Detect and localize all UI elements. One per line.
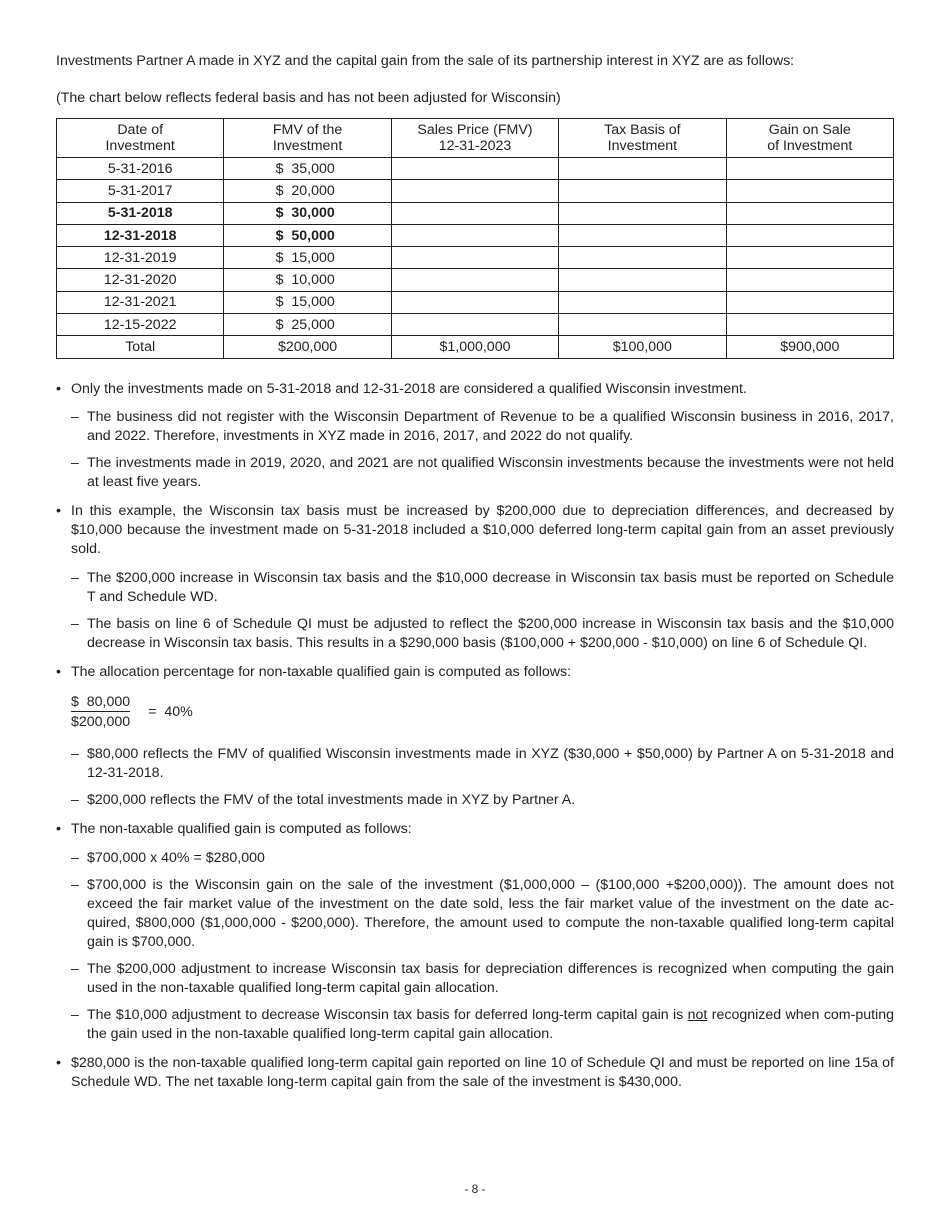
cell-tax-basis xyxy=(559,158,726,180)
sub-bullet-schedule-t: – The $200,000 increase in Wisconsin tax basis and the $10,000 decrease in Wisconsin tax basis must be reported on Schedule T and Schedule WD. xyxy=(56,569,894,607)
sub-bullet-deferred-gain: – The $10,000 adjustment to decrease Wisconsin tax basis for deferred long-term capital gain is not recognized when com-puting the gain used in the non-taxable qualified long-term capital gain allocation. xyxy=(56,1006,894,1044)
table-row xyxy=(57,291,894,313)
table-row xyxy=(57,269,894,291)
cell-sales-price xyxy=(391,269,558,291)
cell-fmv: $ 50,000 xyxy=(224,224,391,246)
bullet-reported-gain: • $280,000 is the non-taxable qualified long-term capital gain reported on line 10 of Schedule QI and must be reported on line 15a of Schedule WD. The net taxable long-term capital gain from the sale of the investment is $430,000. xyxy=(56,1054,894,1092)
page-number: - 8 - xyxy=(464,1182,486,1196)
total-sales-price: $1,000,000 xyxy=(391,336,558,359)
cell-fmv: $ 25,000 xyxy=(224,314,391,336)
cell-fmv: $ 20,000 xyxy=(224,180,391,202)
fraction-numerator: $ 80,000 xyxy=(71,693,131,710)
cell-date: 5-31-2018 xyxy=(57,202,224,224)
cell-gain xyxy=(726,314,893,336)
table-row xyxy=(57,314,894,336)
fraction-denominator: $200,000 xyxy=(71,713,131,730)
cell-fmv: $ 10,000 xyxy=(224,269,391,291)
sub-bullet-wisconsin-gain: – $700,000 is the Wisconsin gain on the sale of the investment ($1,000,000 – ($100,000 +$200,000)). The amount does not exceed the fair market value of the investment on the date sold, less the fair market value of the investment on the date ac-quired, $800,000 ($1,000,000 - $200,000). Therefore, the amount used to compute the non-taxable qualified long-term capital gain is $700,000. xyxy=(56,876,894,952)
sub-bullet-not-held: – The investments made in 2019, 2020, and 2021 are not qualified Wisconsin investments because the investments were not held at least five years. xyxy=(56,454,894,492)
cell-date: 12-31-2019 xyxy=(57,247,224,269)
cell-sales-price xyxy=(391,247,558,269)
bullet-allocation: • The allocation percentage for non-taxable qualified gain is computed as follows: xyxy=(56,663,894,682)
cell-fmv: $ 30,000 xyxy=(224,202,391,224)
cell-tax-basis xyxy=(559,291,726,313)
table-header-row xyxy=(57,119,894,158)
cell-date: 12-31-2020 xyxy=(57,269,224,291)
cell-date: 5-31-2017 xyxy=(57,180,224,202)
cell-date: 12-31-2018 xyxy=(57,224,224,246)
cell-gain xyxy=(726,202,893,224)
cell-tax-basis xyxy=(559,202,726,224)
cell-sales-price xyxy=(391,314,558,336)
header-gain: Gain on Sale of Investment xyxy=(726,119,893,158)
bullet-qualified-investments: • Only the investments made on 5-31-2018 and 12-31-2018 are considered a qualified Wisconsin investment. xyxy=(56,380,894,399)
table-row xyxy=(57,180,894,202)
cell-tax-basis xyxy=(559,269,726,291)
header-date: Date of Investment xyxy=(57,119,224,158)
cell-gain xyxy=(726,269,893,291)
cell-tax-basis xyxy=(559,247,726,269)
cell-sales-price xyxy=(391,158,558,180)
cell-fmv: $ 15,000 xyxy=(224,291,391,313)
cell-sales-price xyxy=(391,291,558,313)
sub-bullet-computation: – $700,000 x 40% = $280,000 xyxy=(56,849,894,868)
allocation-fraction xyxy=(71,692,894,732)
cell-fmv: $ 15,000 xyxy=(224,247,391,269)
cell-tax-basis xyxy=(559,224,726,246)
underlined-not: not xyxy=(687,1007,708,1023)
sub-bullet-depreciation: – The $200,000 adjustment to increase Wisconsin tax basis for depreciation differences is recognized when computing the gain used in the non-taxable qualified long-term capital gain allocation. xyxy=(56,960,894,998)
bullet-non-taxable: • The non-taxable qualified gain is computed as follows: xyxy=(56,820,894,839)
sub-bullet-not-registered: – The business did not register with the Wisconsin Department of Revenue to be a qualified Wisconsin business in 2016, 2017, and 2022. Therefore, investments in XYZ made in 2016, 2017, and 2022 do not qualify. xyxy=(56,408,894,446)
cell-tax-basis xyxy=(559,314,726,336)
bullet-list xyxy=(56,380,894,1092)
cell-sales-price xyxy=(391,224,558,246)
sub-bullet-schedule-qi: – The basis on line 6 of Schedule QI must be adjusted to reflect the $200,000 increase in Wisconsin tax basis and the $10,000 decrease in Wisconsin tax basis. This results in a $290,000 basis ($100,000 + $200,000 - $10,000) on line 6 of Schedule QI. xyxy=(56,615,894,653)
table-row xyxy=(57,202,894,224)
cell-gain xyxy=(726,247,893,269)
cell-gain xyxy=(726,291,893,313)
cell-fmv: $ 35,000 xyxy=(224,158,391,180)
cell-sales-price xyxy=(391,202,558,224)
sub-bullet-80000: – $80,000 reflects the FMV of qualified Wisconsin investments made in XYZ ($30,000 + $50,000) by Partner A on 5-31-2018 and 12-31-2018. xyxy=(56,745,894,783)
cell-sales-price xyxy=(391,180,558,202)
cell-gain xyxy=(726,224,893,246)
header-fmv: FMV of the Investment xyxy=(224,119,391,158)
cell-tax-basis xyxy=(559,180,726,202)
fraction-result: = 40% xyxy=(148,703,193,720)
table-row xyxy=(57,247,894,269)
sub-bullet-200000: – $200,000 reflects the FMV of the total investments made in XYZ by Partner A. xyxy=(56,791,894,810)
table-row xyxy=(57,158,894,180)
cell-date: 5-31-2016 xyxy=(57,158,224,180)
cell-date: 12-31-2021 xyxy=(57,291,224,313)
total-gain: $900,000 xyxy=(726,336,893,359)
header-sales-price: Sales Price (FMV) 12-31-2023 xyxy=(391,119,558,158)
table-total-row xyxy=(57,336,894,359)
table-note: (The chart below reflects federal basis and has not been adjusted for Wisconsin) xyxy=(56,90,561,106)
header-tax-basis: Tax Basis of Investment xyxy=(559,119,726,158)
total-label: Total xyxy=(57,336,224,359)
total-fmv: $200,000 xyxy=(224,336,391,359)
table-row xyxy=(57,224,894,246)
bullet-tax-basis: • In this example, the Wisconsin tax basis must be increased by $200,000 due to depreciation differences, and decreased by $10,000 because the investment made on 5-31-2018 included a $10,000 deferred long-term capital gain from an asset previously sold. xyxy=(56,502,894,559)
cell-gain xyxy=(726,180,893,202)
investment-table xyxy=(56,118,894,359)
cell-gain xyxy=(726,158,893,180)
intro-paragraph: Investments Partner A made in XYZ and the capital gain from the sale of its partnership interest in XYZ are as follows: xyxy=(56,53,795,69)
total-tax-basis: $100,000 xyxy=(559,336,726,359)
cell-date: 12-15-2022 xyxy=(57,314,224,336)
